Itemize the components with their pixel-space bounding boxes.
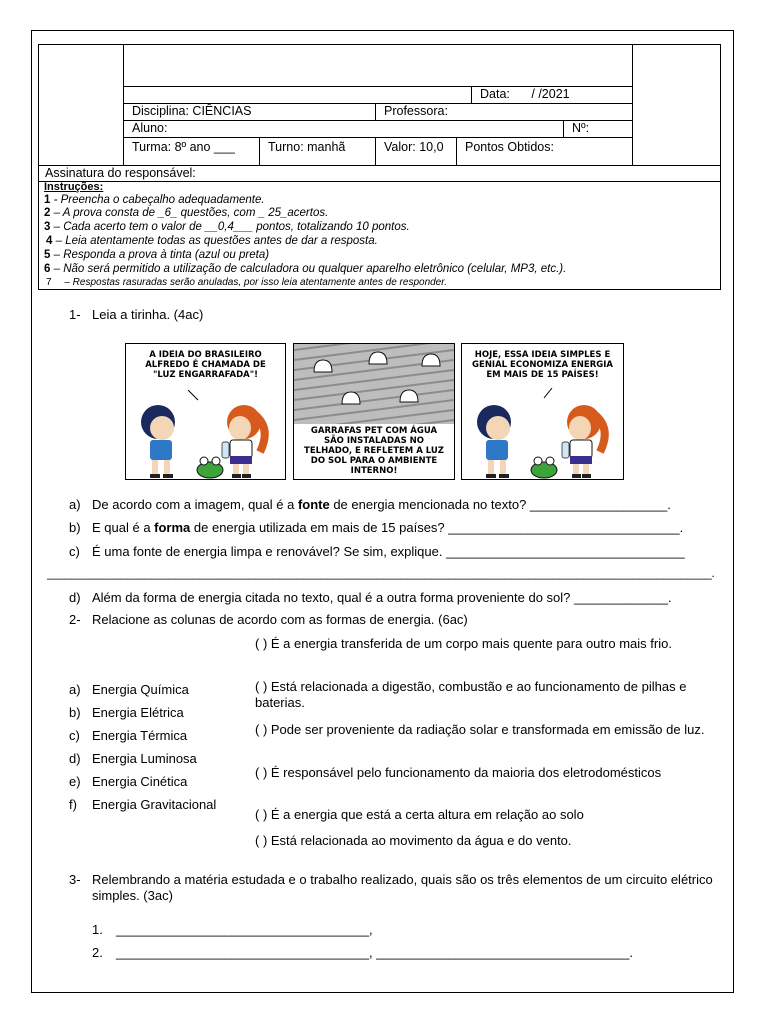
- instruction-3: [44, 221, 410, 234]
- instruction-2: [44, 207, 328, 220]
- q1a-post: de energia mencionada no texto? ___________________.: [329, 497, 671, 512]
- q2-left-label: a): [69, 682, 81, 697]
- instruction-text: – Leia atentamente todas as questões antes de dar a resposta.: [55, 235, 378, 247]
- instruction-num: 5: [44, 249, 51, 261]
- instruction-5: [44, 249, 269, 262]
- student-field[interactable]: Aluno:: [123, 120, 564, 138]
- instructions-title: Instruções:: [44, 181, 104, 193]
- q1b-pre: E qual é a: [92, 520, 155, 535]
- q2-left-item: Energia Elétrica: [92, 705, 184, 720]
- shift-field: Turno: manhã: [259, 137, 376, 166]
- q2-number: 2-: [69, 612, 81, 627]
- q2-left-label: f): [69, 797, 77, 812]
- q2-left-item: Energia Cinética: [92, 774, 188, 789]
- instruction-text: – A prova consta de _6_ questões, com _ 25_acertos.: [53, 207, 329, 219]
- q1b-text: [92, 520, 683, 536]
- comic-panel-1: [125, 343, 286, 480]
- q2-left-label: e): [69, 774, 81, 789]
- q2-left-item: Energia Térmica: [92, 728, 188, 743]
- q1a-pre: De acordo com a imagem, qual é a: [92, 497, 298, 512]
- q2-right-item[interactable]: ( ) Está relacionada a digestão, combustão e ao funcionamento de pilhas e baterias.: [255, 679, 687, 710]
- q2-right-item[interactable]: ( ) É a energia que está a certa altura em relação ao solo: [255, 807, 584, 822]
- instruction-num: 1: [44, 194, 51, 206]
- q1b-label: b): [69, 520, 81, 535]
- q2-right-item[interactable]: ( ) É a energia transferida de um corpo mais quente para outro mais frio.: [255, 636, 672, 651]
- comic-panel-3-text: HOJE, ESSA IDEIA SIMPLES E GENIAL ECONOMIZA ENERGIA EM MAIS DE 15 PAÍSES!: [472, 350, 613, 380]
- q1b-bold: forma: [154, 520, 191, 535]
- q1a-label: a): [69, 497, 81, 512]
- instruction-1: [44, 194, 265, 207]
- comic-panel-2-text: GARRAFAS PET COM ÁGUA SÃO INSTALADAS NO TELHADO, E REFLETEM A LUZ DO SOL PARA O AMBIENTE INTERNO!: [304, 426, 444, 476]
- class-field[interactable]: Turma: 8º ano ___: [123, 137, 260, 166]
- header-right-cell: [632, 44, 721, 166]
- q1d-label: d): [69, 590, 81, 605]
- q2-right-item[interactable]: ( ) Pode ser proveniente da radiação solar e transformada em emissão de luz.: [255, 722, 705, 737]
- instruction-7: [46, 276, 447, 289]
- value-field: Valor: 10,0: [375, 137, 457, 166]
- q3-answer-2-3[interactable]: ___________________________________, ___________________________________.: [116, 945, 633, 960]
- instruction-num: 2: [44, 207, 51, 219]
- comic-characters-icon: [462, 388, 622, 480]
- q1d-text: Além da forma de energia citada no texto, qual é a outra forma proveniente do sol? _____________.: [92, 590, 672, 605]
- points-field[interactable]: Pontos Obtidos:: [456, 137, 633, 166]
- instruction-text: – Respostas rasuradas serão anuladas, por isso leia atentamente antes de responder.: [64, 277, 447, 288]
- comic-characters-icon: [126, 390, 284, 480]
- discipline-field: Disciplina: CIÊNCIAS: [123, 103, 376, 121]
- instruction-text: – Não será permitido a utilização de calculadora ou qualquer aparelho eletrônico (celular, MP3, etc.).: [53, 263, 567, 275]
- comic-panel-2: [293, 343, 455, 480]
- instruction-num: 7: [46, 277, 52, 288]
- header-logo-cell: [38, 44, 124, 166]
- bottle-lights-icon: [294, 344, 454, 424]
- q3-answer-1[interactable]: ___________________________________,: [116, 922, 373, 937]
- q3-line1-label: 1.: [92, 922, 103, 937]
- instruction-text: - Preencha o cabeçalho adequadamente.: [53, 194, 265, 206]
- q1a-bold: fonte: [297, 497, 330, 512]
- date-label: Data:: [480, 87, 510, 101]
- date-field[interactable]: [471, 86, 633, 104]
- q1-number: 1-: [69, 307, 81, 322]
- q2-text: Relacione as colunas de acordo com as formas de energia. (6ac): [92, 612, 468, 627]
- q3-line2-label: 2.: [92, 945, 103, 960]
- number-field[interactable]: Nº:: [563, 120, 633, 138]
- q1c-answer-line[interactable]: _____________________________________________________________________________________________________________.: [47, 568, 715, 580]
- comic-panel-3: [461, 343, 624, 480]
- q3-text: Relembrando a matéria estudada e o trabalho realizado, quais são os três elementos de um circuito elétrico simples. (3ac): [92, 872, 713, 903]
- q1b-post: de energia utilizada em mais de 15 países? ________________________________.: [190, 520, 684, 535]
- header-title-cell: [123, 44, 633, 87]
- instruction-text: – Cada acerto tem o valor de __0,4___ pontos, totalizando 10 pontos.: [53, 221, 410, 233]
- instruction-num: 4: [46, 235, 53, 247]
- instruction-6: [44, 263, 566, 276]
- q2-left-label: d): [69, 751, 81, 766]
- instruction-text: – Responda a prova à tinta (azul ou preta): [53, 249, 270, 261]
- q2-left-label: c): [69, 728, 80, 743]
- q1c-text: É uma fonte de energia limpa e renovável? Se sim, explique. _________________________________: [92, 544, 685, 559]
- q2-left-label: b): [69, 705, 81, 720]
- instruction-4: [46, 235, 378, 248]
- header-blank-row: [123, 86, 472, 104]
- q1a-text: [92, 497, 671, 513]
- q1-text: Leia a tirinha. (4ac): [92, 307, 204, 322]
- q1c-label: c): [69, 544, 80, 559]
- q2-left-item: Energia Química: [92, 682, 189, 697]
- q3-number: 3-: [69, 872, 81, 887]
- signature-field[interactable]: Assinatura do responsável:: [38, 165, 721, 182]
- instruction-num: 6: [44, 263, 51, 275]
- date-value: / /2021: [531, 87, 570, 101]
- q2-left-item: Energia Gravitacional: [92, 797, 217, 812]
- q2-right-item[interactable]: ( ) É responsável pelo funcionamento da maioria dos eletrodomésticos: [255, 765, 662, 780]
- teacher-field[interactable]: Professora:: [375, 103, 633, 121]
- instruction-num: 3: [44, 221, 51, 233]
- q2-right-item[interactable]: ( ) Está relacionada ao movimento da água e do vento.: [255, 833, 572, 848]
- q2-left-item: Energia Luminosa: [92, 751, 197, 766]
- comic-panel-1-text: A IDEIA DO BRASILEIRO ALFREDO É CHAMADA DE "LUZ ENGARRAFADA"!: [145, 350, 266, 380]
